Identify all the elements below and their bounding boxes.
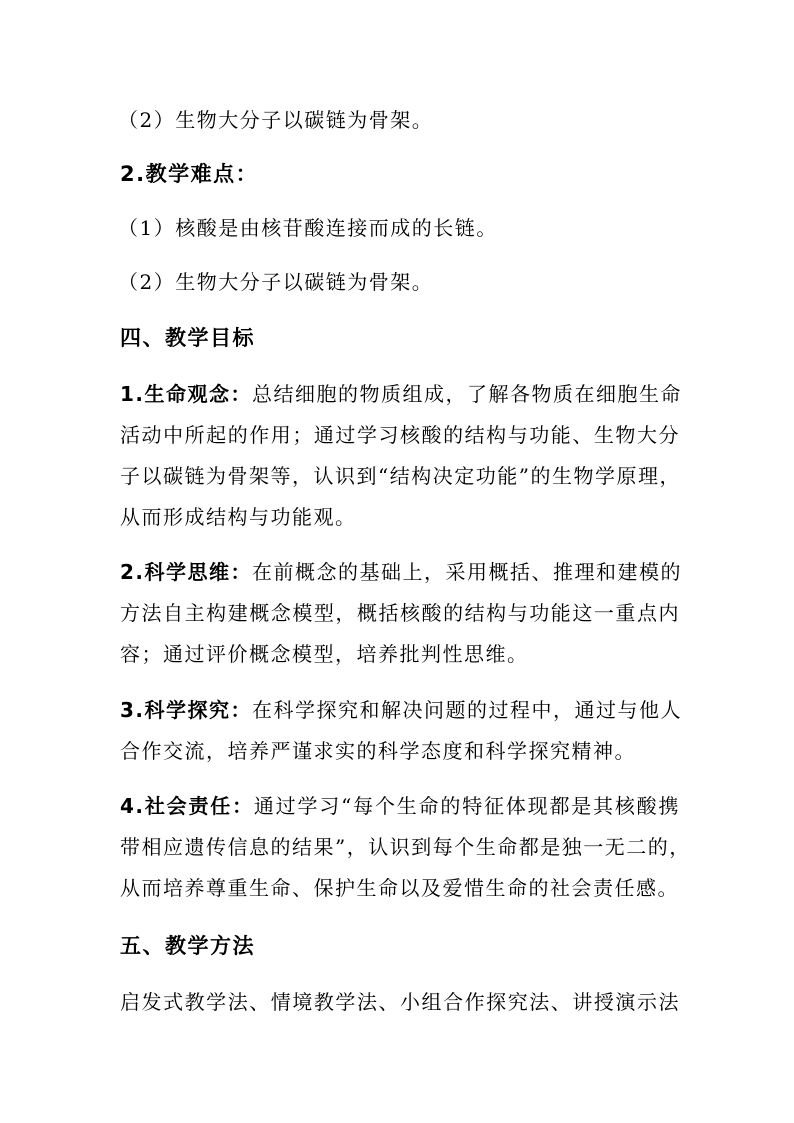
teaching-methods-text: 启发式教学法、情境教学法、小组合作探究法、讲授演示法 [120, 990, 680, 1014]
section-heading-teaching-difficulties: 2.教学难点： [120, 162, 259, 186]
objective-social-responsibility-line-2: 带相应遗传信息的结果”，认识到每个生命都是独一无二的， [120, 835, 691, 859]
difficulty-item-2: （2）生物大分子以碳链为骨架。 [118, 270, 434, 294]
objective-label-life-concept: 1.生命观念： [120, 382, 253, 406]
objective-life-concept-line-1: 1.生命观念：总结细胞的物质组成，了解各物质在细胞生命 [120, 382, 683, 406]
objective-label-scientific-inquiry: 3.科学探究： [120, 698, 253, 722]
difficulty-item-1: （1）核酸是由核苷酸连接而成的长链。 [118, 216, 498, 240]
objective-social-responsibility-line-1: 4.社会责任：通过学习“每个生命的特征体现都是其核酸携 [120, 794, 680, 818]
objective-label-social-responsibility: 4.社会责任： [120, 794, 254, 818]
objective-scientific-inquiry-line-2: 合作交流，培养严谨求实的科学态度和科学探究精神。 [120, 739, 636, 763]
objective-scientific-thinking-line-3: 容；通过评价概念模型，培养批判性思维。 [120, 642, 529, 666]
difficulty-item-2-prev: （2）生物大分子以碳链为骨架。 [118, 108, 434, 132]
objective-scientific-thinking-line-2: 方法自主构建概念模型，概括核酸的结构与功能这一重点内 [120, 601, 680, 625]
objective-scientific-inquiry-line-1: 3.科学探究：在科学探究和解决问题的过程中，通过与他人 [120, 698, 683, 722]
objective-social-responsibility-line-3: 从而培养尊重生命、保护生命以及爱惜生命的社会责任感。 [120, 876, 679, 900]
objective-life-concept-line-2: 活动中所起的作用；通过学习核酸的结构与功能、生物大分 [120, 423, 680, 447]
objective-life-concept-line-4: 从而形成结构与功能观。 [120, 505, 357, 529]
objective-label-scientific-thinking: 2.科学思维： [120, 560, 253, 584]
section-heading-teaching-methods: 五、教学方法 [120, 934, 255, 958]
section-heading-teaching-objectives: 四、教学目标 [120, 326, 255, 350]
objective-scientific-thinking-line-1: 2.科学思维：在前概念的基础上，采用概括、推理和建模的 [120, 560, 683, 584]
objective-life-concept-line-3: 子以碳链为骨架等，认识到“结构决定功能”的生物学原理， [120, 464, 681, 488]
